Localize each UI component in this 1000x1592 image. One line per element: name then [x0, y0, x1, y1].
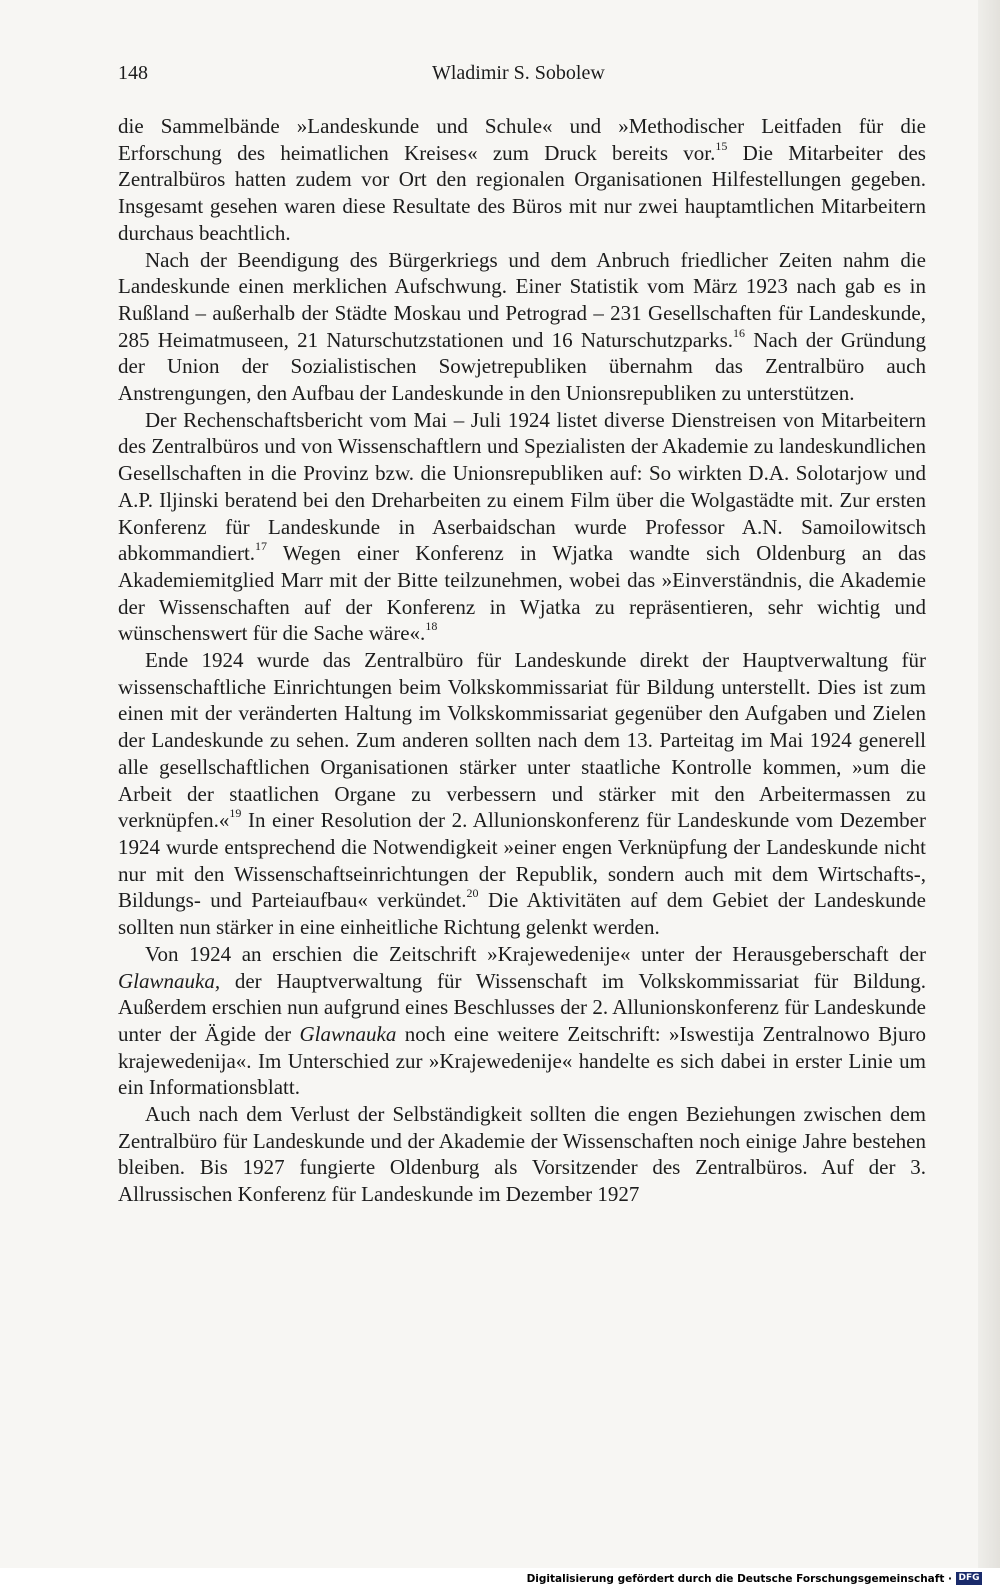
text-run: Die Aktivitäten auf dem Gebiet der Landeskunde sollten nun stärker in eine einheitliche Richtung gelenkt werden.	[118, 888, 926, 940]
text-run: In einer Resolution der 2. Allunionskonferenz für Landeskunde vom Dezember 1924 wurde entsprechend die Notwendigkeit »einer engen Verknüpfung der Landeskunde nicht nur mit den Wissenschaftseinrichtungen der Republik, sondern auch mit dem Wirtschafts-, Bildungs- und Parteiaufbau« verkündet.	[118, 808, 926, 913]
paragraph	[118, 113, 926, 247]
footnote-ref: 20	[466, 886, 479, 901]
paragraph	[118, 941, 926, 1101]
text-run: Der Rechenschaftsbericht vom Mai – Juli 1924 listet diverse Dienstreisen von Mitarbeitern des Zentralbüros und von Wissenschaftlern und Spezialisten der Akademie zu landeskundlichen Gesellschaften in die Provinz bzw. die Unionsrepubliken auf: So wirkten D.A. Solotarjow und A.P. Iljinski beratend bei den Dreharbeiten zu einem Film über die Wolgastädte mit. Zur ersten Konferenz für Landeskunde in Aserbaidschan wurde Professor A.N. Samoilowitsch abkommandiert.	[118, 407, 926, 566]
text-run: Nach der Beendigung des Bürgerkriegs und dem Anbruch friedlicher Zeiten nahm die Landeskunde einen merklichen Aufschwung. Einer Statistik vom März 1923 nach gab es in Rußland – außerhalb der Städte Moskau und Petrograd – 231 Gesellschaften für Landeskunde, 285 Heimatmuseen, 21 Naturschutzstationen und 16 Naturschutzparks.	[118, 247, 926, 352]
footnote-ref: 19	[229, 806, 242, 821]
text-run: Auch nach dem Verlust der Selbständigkeit sollten die engen Beziehungen zwischen dem Zentralbüro für Landeskunde und der Akademie der Wissenschaften noch einige Jahre bestehen bleiben. Bis 1927 fungierte Oldenburg als Vorsitzender des Zentralbüros. Auf der 3. Allrussischen Konferenz für Landeskunde im Dezember 1927	[118, 1102, 926, 1207]
paragraph	[118, 247, 926, 407]
body-text	[118, 113, 926, 1208]
paragraph	[118, 1101, 926, 1208]
footnote-ref: 18	[425, 619, 438, 634]
running-head: Wladimir S. Sobolew	[432, 62, 605, 84]
page-edge-shadow	[978, 0, 1000, 1592]
text-run: Nach der Gründung der Union der Sozialistischen Sowjetrepubliken übernahm das Zentralbüro auch Anstrengungen, den Aufbau der Landeskunde in den Unionsrepubliken zu unterstützen.	[118, 327, 927, 406]
italic-term: Glawnauka	[299, 1021, 397, 1046]
italic-term: Glawnauka,	[118, 968, 221, 993]
footnote-ref: 16	[733, 325, 746, 340]
paragraph	[118, 647, 926, 941]
page-number: 148	[118, 62, 148, 84]
page-header	[118, 62, 928, 92]
dfg-logo: DFG	[956, 1572, 982, 1585]
text-run: Die Mitarbeiter des Zentralbüros hatten zudem vor Ort den regionalen Organisationen Hilfestellungen gegeben. Insgesamt gesehen waren diese Resultate des Büros mit nur zwei hauptamtlichen Mitarbeitern durchaus beachtlich.	[118, 140, 926, 245]
text-run: der Hauptverwaltung für Wissenschaft im Volkskommissariat für Bildung. Außerdem erschien nun aufgrund eines Beschlusses der 2. Allunionskonferenz für Landeskunde unter der Ägide der	[118, 968, 926, 1046]
footnote-ref: 15	[715, 138, 728, 153]
text-run: die Sammelbände »Landeskunde und Schule« und »Methodischer Leitfaden für die Erforschung des heimatlichen Kreises« zum Druck bereits vor.	[118, 114, 926, 165]
text-run: Von 1924 an erschien die Zeitschrift »Krajewedenije« unter der Herausgeberschaft der	[145, 941, 926, 966]
text-run: noch eine weitere Zeitschrift: »Iswestija Zentralnowo Bjuro krajewedenija«. Im Unterschied zur »Krajewedenije« handelte es sich dabei in erster Linie um ein Informationsblatt.	[118, 1021, 926, 1100]
text-run: Wegen einer Konferenz in Wjatka wandte sich Oldenburg an das Akademiemitglied Marr mit der Bitte teilzunehmen, wobei das »Einverständnis, die Akademie der Wissenschaften auf der Konferenz in Wjatka zu repräsentieren, sehr wichtig und wünschenswert für die Sache wäre«.	[118, 541, 926, 646]
footnote-ref: 17	[255, 539, 268, 554]
digitization-credit: Digitalisierung gefördert durch die Deutsche Forschungsgemeinschaft ·	[526, 1573, 952, 1585]
paragraph	[118, 407, 926, 647]
text-run: Ende 1924 wurde das Zentralbüro für Landeskunde direkt der Hauptverwaltung für wissenschaftliche Einrichtungen beim Volkskommissariat für Bildung unterstellt. Dies ist zum einen mit der veränderten Haltung im Volkskommissariat gegenüber den Aufgaben und Zielen der Landeskunde zu sehen. Zum anderen sollten nach dem 13. Parteitag im Mai 1924 generell alle gesellschaftlichen Organisationen stärker unter staatliche Kontrolle kommen, »um die Arbeit der staatlichen Organe zu verbessern und stärker mit den Arbeitermassen zu verknüpfen.«	[118, 648, 926, 833]
